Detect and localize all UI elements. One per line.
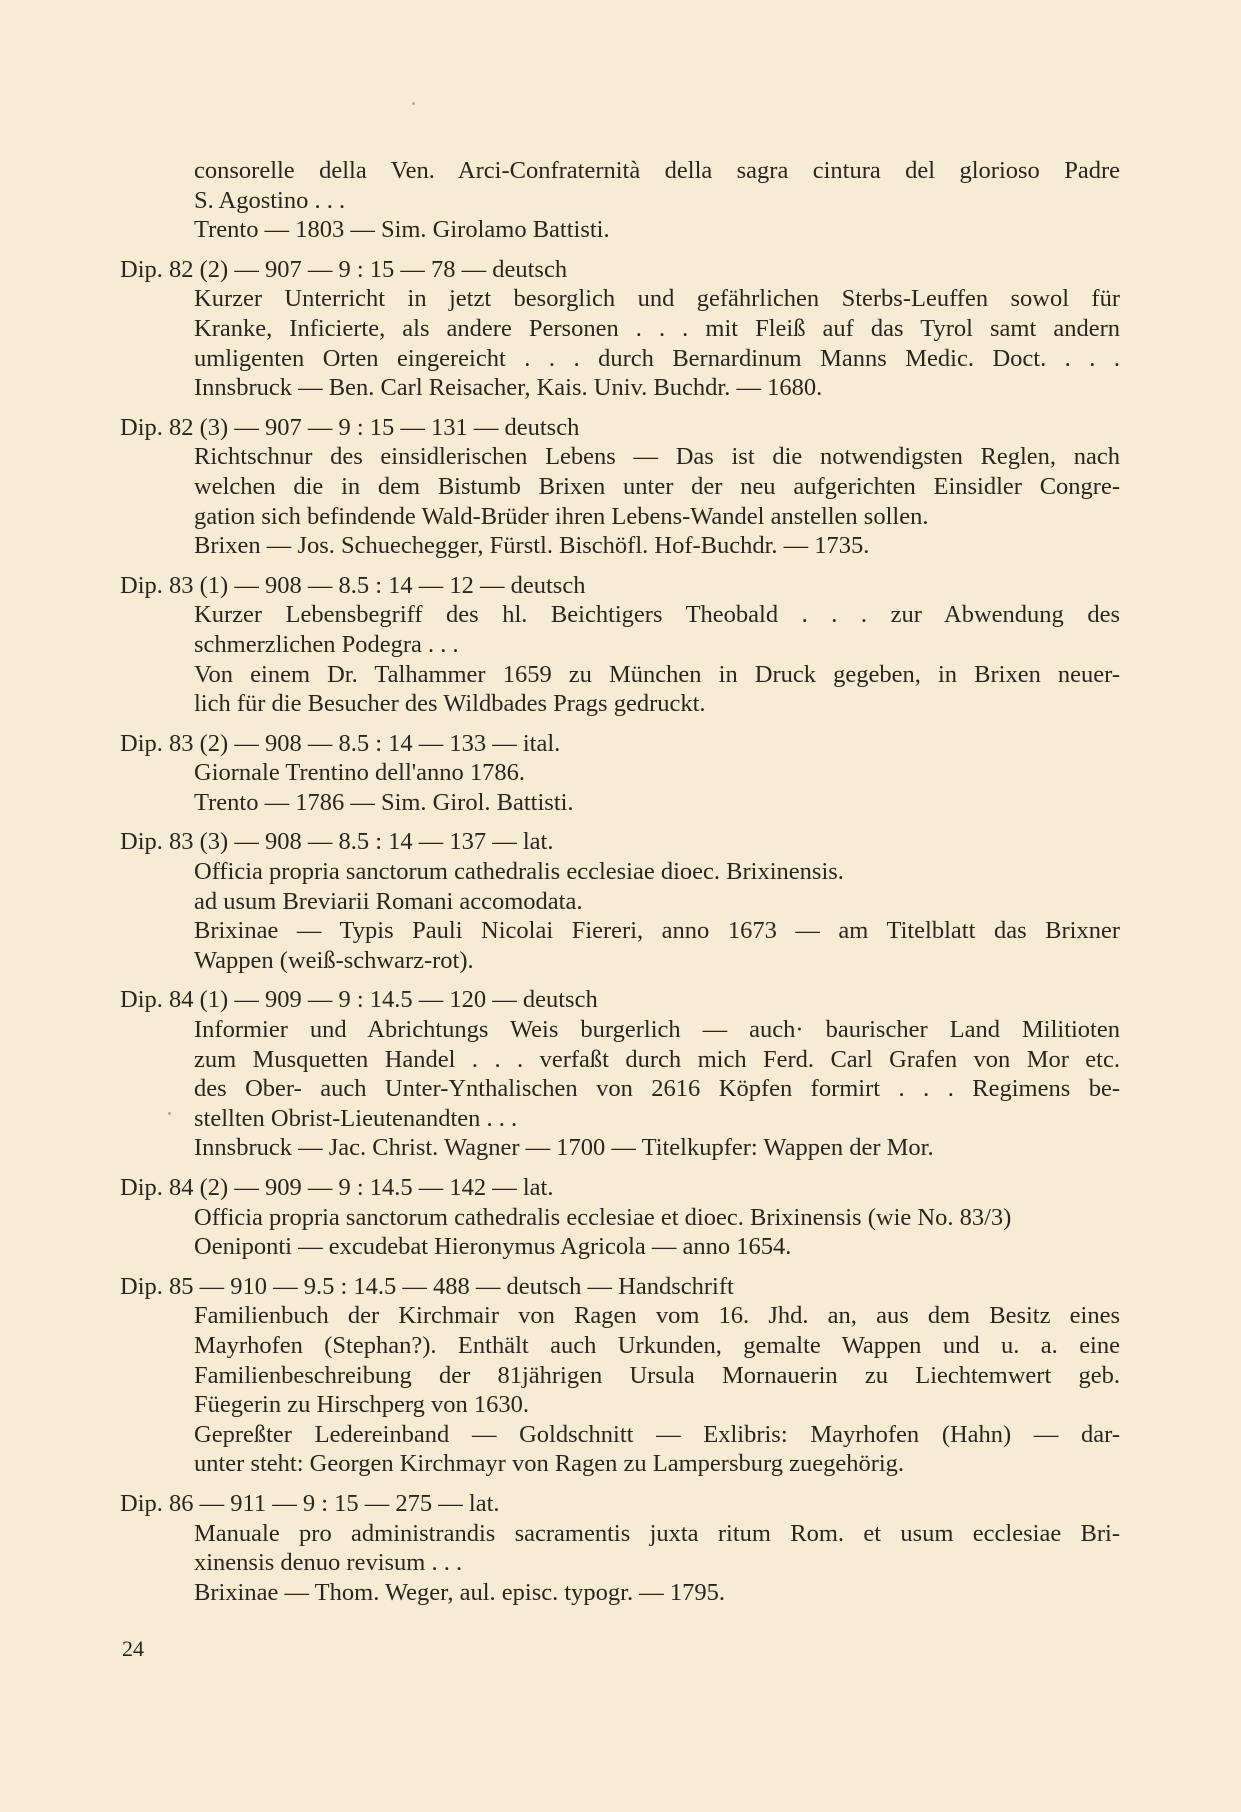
entry-line: Trento — 1786 — Sim. Girol. Battisti. (194, 788, 574, 816)
entry-line: Kranke, Inficierte, als andere Personen . . . mit Fleiß auf das Tyrol samt andern (194, 314, 1120, 342)
entry-line: Manuale pro administrandis sacramentis juxta ritum Rom. et usum ecclesiae Bri- (194, 1519, 1120, 1547)
entry-line: Officia propria sanctorum cathedralis ecclesiae et dioec. Brixinensis (wie No. 83/3) (194, 1203, 1012, 1231)
entry-line: lich für die Besucher des Wildbades Prags gedruckt. (194, 690, 706, 718)
entry-line: Füegerin zu Hirschperg von 1630. (194, 1391, 529, 1419)
entry-line: des Ober- auch Unter-Ynthalischen von 2616 Köpfen formirt . . . Regimens be- (194, 1075, 1120, 1103)
entry-line: gation sich befindende Wald-Brüder ihren Lebens-Wandel anstellen sollen. (194, 502, 929, 530)
catalog-entry (120, 827, 1120, 975)
catalog-entry (120, 571, 1120, 719)
entry-line: Familienbuch der Kirchmair von Ragen vom 16. Jhd. an, aus dem Besitz eines (194, 1302, 1120, 1330)
entry-line: Familienbeschreibung der 81jährigen Ursula Mornauerin zu Liechtemwert geb. (194, 1361, 1120, 1389)
entry-line: Mayrhofen (Stephan?). Enthält auch Urkunden, gemalte Wappen und u. a. eine (194, 1331, 1120, 1359)
entry-line: Innsbruck — Jac. Christ. Wagner — 1700 — Titelkupfer: Wappen der Mor. (194, 1134, 934, 1162)
entry-line: Von einem Dr. Talhammer 1659 zu München in Druck gegeben, in Brixen neuer- (194, 660, 1120, 688)
entry-line: Brixinae — Typis Pauli Nicolai Fiereri, anno 1673 — am Titelblatt das Brixner (194, 917, 1120, 945)
entry-line: Gepreßter Ledereinband — Goldschnitt — Exlibris: Mayrhofen (Hahn) — dar- (194, 1420, 1120, 1448)
entry-line: Brixen — Jos. Schuechegger, Fürstl. Bischöfl. Hof-Buchdr. — 1735. (194, 532, 870, 560)
entry-line: Kurzer Unterricht in jetzt besorglich und gefährlichen Sterbs-Leuffen sowol für (194, 285, 1120, 313)
catalog-entry (120, 985, 1120, 1163)
catalog-entry (120, 255, 1120, 403)
entry-line: ad usum Breviarii Romani accomodata. (194, 887, 583, 915)
page-number: 24 (122, 1636, 144, 1661)
entry-heading: Dip. 85 — 910 — 9.5 : 14.5 — 488 — deutsch — Handschrift (120, 1272, 734, 1300)
intro-line: S. Agostino . . . (194, 186, 346, 214)
entry-line: xinensis denuo revisum . . . (194, 1549, 463, 1577)
entry-line: Richtschnur des einsidlerischen Lebens — Das ist die notwendigsten Reglen, nach (194, 443, 1120, 471)
entry-heading: Dip. 86 — 911 — 9 : 15 — 275 — lat. (120, 1489, 500, 1517)
catalog-entry (120, 729, 1120, 818)
intro-block (120, 156, 1120, 245)
entry-heading: Dip. 82 (2) — 907 — 9 : 15 — 78 — deutsch (120, 255, 568, 283)
entry-heading: Dip. 83 (3) — 908 — 8.5 : 14 — 137 — lat. (120, 828, 554, 856)
entry-line: zum Musquetten Handel . . . verfaßt durch mich Ferd. Carl Grafen von Mor etc. (194, 1045, 1120, 1073)
entry-line: Brixinae — Thom. Weger, aul. episc. typogr. — 1795. (194, 1578, 725, 1606)
entry-heading: Dip. 84 (1) — 909 — 9 : 14.5 — 120 — deutsch (120, 986, 598, 1014)
catalog-entry (120, 413, 1120, 561)
entry-line: schmerzlichen Podegra . . . (194, 630, 459, 658)
entry-heading: Dip. 83 (1) — 908 — 8.5 : 14 — 12 — deutsch (120, 571, 586, 599)
intro-line: Trento — 1803 — Sim. Girolamo Battisti. (194, 216, 610, 244)
entry-line: unter steht: Georgen Kirchmayr von Ragen zu Lampersburg zuegehörig. (194, 1450, 905, 1478)
entry-line: Kurzer Lebensbegriff des hl. Beichtigers Theobald . . . zur Abwendung des (194, 601, 1120, 629)
entry-heading: Dip. 84 (2) — 909 — 9 : 14.5 — 142 — lat. (120, 1174, 554, 1201)
entry-line: Informier und Abrichtungs Weis burgerlich — auch· baurischer Land Militioten (194, 1016, 1120, 1044)
paper-speck (412, 102, 415, 105)
entry-line: Wappen (weiß-schwarz-rot). (194, 946, 474, 974)
entry-line: welchen die in dem Bistumb Brixen unter der neu aufgerichten Einsidler Congre- (194, 472, 1120, 500)
entry-heading: Dip. 83 (2) — 908 — 8.5 : 14 — 133 — ital. (120, 729, 561, 757)
entry-heading: Dip. 82 (3) — 907 — 9 : 15 — 131 — deutsch (120, 413, 580, 441)
entry-line: Officia propria sanctorum cathedralis ecclesiae dioec. Brixinensis. (194, 858, 844, 886)
intro-line: consorelle della Ven. Arci-Confraternità della sagra cintura del glorioso Padre (194, 157, 1120, 184)
entry-line: Innsbruck — Ben. Carl Reisacher, Kais. Univ. Buchdr. — 1680. (194, 374, 823, 402)
catalog-entry (120, 1489, 1120, 1607)
catalog-entry (120, 1272, 1120, 1479)
entry-line: Giornale Trentino dell'anno 1786. (194, 759, 526, 787)
catalog-entry (120, 1173, 1120, 1262)
text-column (120, 156, 1120, 1607)
entry-line: stellten Obrist-Lieutenandten . . . (194, 1104, 518, 1132)
entry-line: umligenten Orten eingereicht . . . durch Bernardinum Manns Medic. Doct. . . . (194, 344, 1120, 372)
entry-line: Oeniponti — excudebat Hieronymus Agricola — anno 1654. (194, 1233, 792, 1261)
